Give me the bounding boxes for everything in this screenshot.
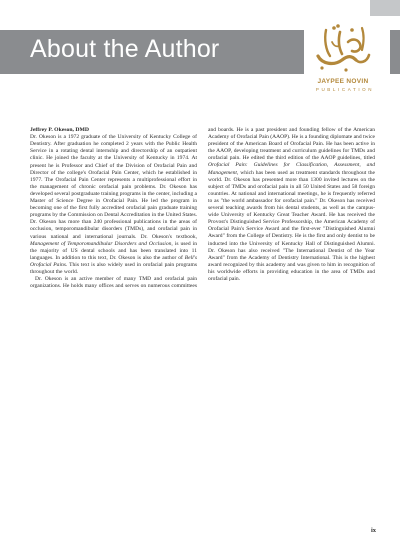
book-title: Bell's Orofacial Pains. [30,254,198,268]
corner-decoration [370,0,400,16]
bio-text: Dr. Okeson is a 1972 graduate of the University of Kentucky College of Dentistry. After graduation he completed 2 years with the Public Health Service in a rotating dental internship and directorship of an outpatient clinic. He joined the faculty at the University of Kentucky in 1974. At present he is Professor and Chief of the Division of Orofacial Pain and Director of the college's Orofacial Pain Center, which he established in 1977. The Orofacial Pain Center represents a multiprofessional effort in the management of chronic orofacial pain problems. Dr. Okeson has developed several postgraduate training programs in the center, including a Master of Science Degree in Orofacial Pain. He led the program in becoming one of the first fully accredited orofacial pain graduate training programs by the Commission on Dental Accreditation in the United States. Dr. Okeson has more than 240 professional publications in the areas of occlusion, temporomandibular disorders (TMDs), and orofacial pain in various national and international journals. Dr. Okeson's textbook, [30,134,197,240]
bio-text: Dr. Okeson is an active member of many TMD and orofacial pain organizations. He holds many offices and serves on numerous committees and boards. He is a past president and founding fellow of the American Academy of Orofacial Pain (AAOP). He is a founding diplomate and twice president of the American Board of Orofacial Pain. He has been active in the AAOP, developing treatment and curriculum guidelines for TMDs and orofacial pain. He edited the third edition of the AAOP guidelines, titled [30,127,375,290]
author-bio [30,127,375,290]
bio-text: which has been used as treatment standards throughout the world. Dr. Okeson has presented more than 1300 invited lectures on the subject of TMDs and orofacial pain in all 50 United States and 58 foreign countries. At national and international meetings, he is frequently referred to as "the world ambassador for orofacial pain." Dr. Okeson has received several teaching awards from his dental students, as well as the campus-wide University of Kentucky Great Teacher Award. He has received the Provost's Distinguished Service Professorship, the American Academy of Orofacial Pain's Service Award and the first-ever "Distinguished Alumni Award" from the College of Dentistry. He is the first and only dentist to be inducted into the University of Kentucky Hall of Distinguished Alumni. Dr. Okeson has also received "The International Dentist of the Year Award" from the Academy of Dentistry International. This is the highest award recognized by this academy and was given to him in recognition of his worldwide efforts in providing education in the area of TMDs and orofacial pain. [208,169,375,282]
book-title: Management of Temporomandibular Disorders and Occlusion, [30,240,173,247]
publisher-name: JAYPEE NOVIN [317,78,369,85]
calligraphy-logo-icon [312,20,374,76]
bio-text: This text is also widely used in orofacial pain programs throughout the world. [30,261,197,275]
author-name: Jeffrey P. Okeson, DMD [30,127,89,133]
publisher-subtitle: PUBLICATION [315,87,375,92]
page-title: About the Author [30,35,220,63]
publisher-logo [304,20,390,96]
bio-text: is used in the majority of US dental schools and has been translated into 11 languages. In addition to this text, Dr. Okeson is also the author of [30,240,197,261]
book-title: Orofacial Pain: Guidelines for Classification, Assessment, and Management, [208,162,375,176]
page-number: ix [370,527,376,534]
bio-paragraph-1 [30,134,197,276]
